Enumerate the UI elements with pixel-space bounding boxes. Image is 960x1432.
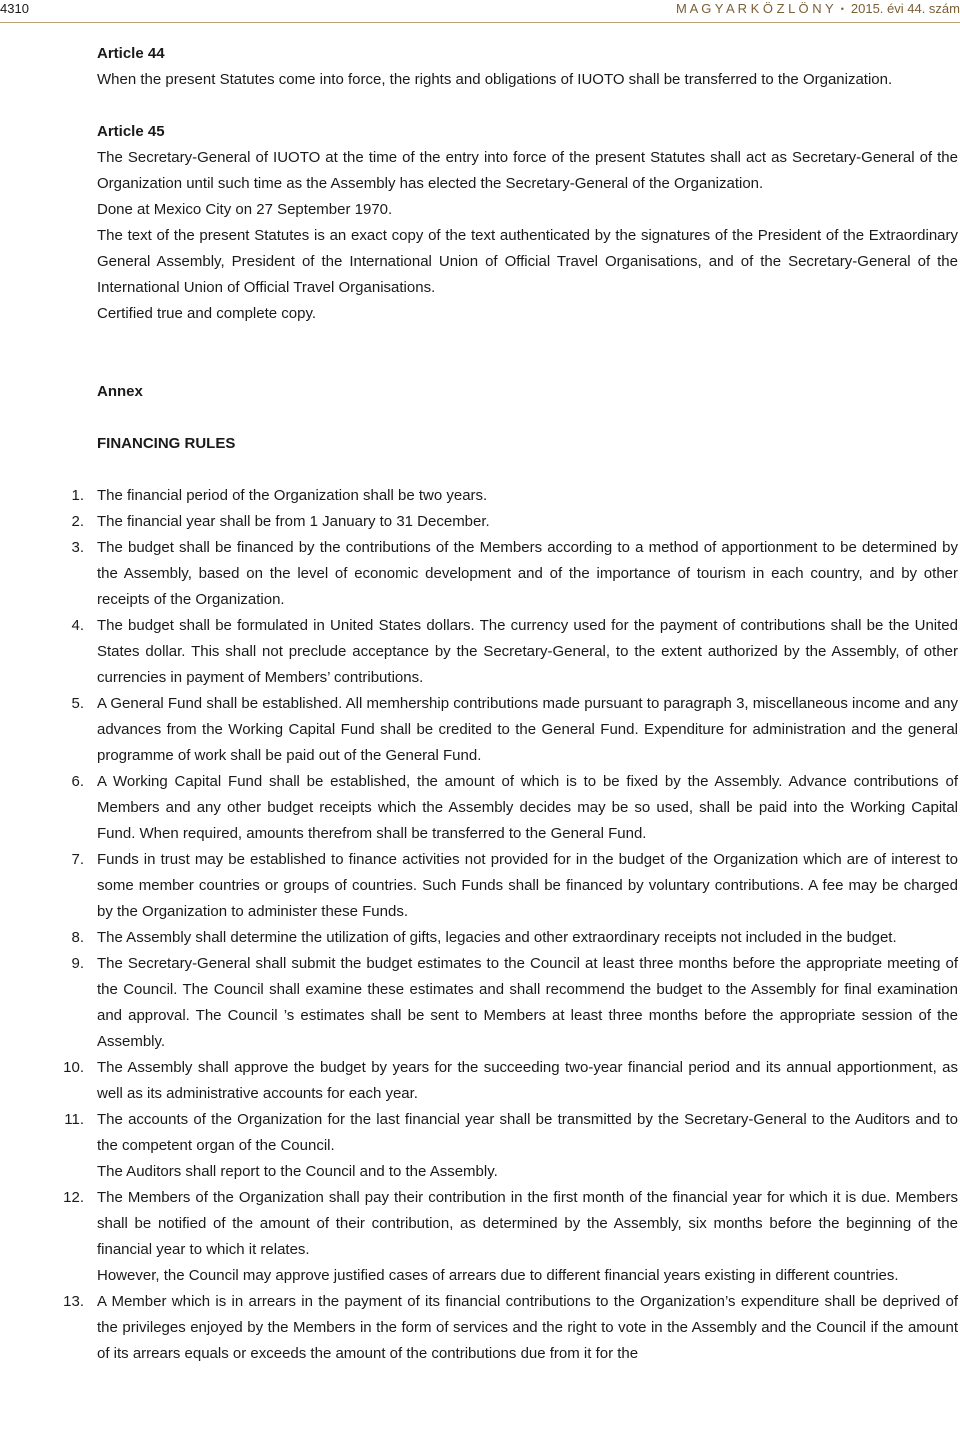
- article-45-heading: Article 45: [97, 123, 165, 140]
- publication-name: M A G Y A R K Ö Z L Ö N Y: [675, 1, 834, 16]
- header-rule: [0, 22, 960, 23]
- issue-label: 2015. évi 44. szám: [850, 1, 960, 16]
- header-separator: •: [840, 4, 844, 14]
- rule-text: However, the Council may approve justified cases of arrears due to different financial years existing in different countries.: [97, 1267, 899, 1284]
- rule-number: 2.: [71, 513, 84, 530]
- rule-number: 10.: [63, 1059, 84, 1076]
- rule-text: A Member which is in arrears in the payment of its financial contributions to the Organization’s expenditure shall be deprived of the privileges enjoyed by the Members in the form of services and the right to vote in the Assembly and the Council if the amount of its arrears equals or exceeds the amount of the contributions due from it for the: [97, 1293, 958, 1362]
- rule-number: 11.: [64, 1111, 84, 1128]
- rule-number: 12.: [63, 1189, 84, 1206]
- rule-text: The Auditors shall report to the Council and to the Assembly.: [97, 1163, 498, 1180]
- rule-item: [71, 483, 958, 509]
- rule-text: The accounts of the Organization for the last financial year shall be transmitted by the Secretary-General to the Auditors and to the competent organ of the Council.: [97, 1111, 958, 1154]
- rule-text: Funds in trust may be established to finance activities not provided for in the budget of the Organization which are of interest to some member countries or groups of countries. Such Funds shall be financed by voluntary contributions. A fee may be charged by the Organization to administer these Funds.: [97, 851, 958, 920]
- rule-item: [71, 847, 958, 925]
- rule-text: The Assembly shall determine the utilization of gifts, legacies and other extraordinary receipts not included in the budget.: [97, 929, 897, 946]
- rule-number: 4.: [71, 617, 84, 634]
- rule-item: [71, 691, 958, 769]
- article-44-heading: Article 44: [97, 45, 165, 62]
- rule-text: The budget shall be formulated in United States dollars. The currency used for the payment of contributions shall be the United States dollar. This shall not preclude acceptance by the Secretary-General, to the extent authorized by the Assembly, of other currencies in payment of Members’ contributions.: [97, 617, 958, 686]
- rule-text: The financial period of the Organization shall be two years.: [97, 487, 488, 504]
- rule-text: The budget shall be financed by the contributions of the Members according to a method of apportionment to be determined by the Assembly, based on the level of economic development and of the importance of tourism in each country, and by other receipts of the Organization.: [97, 539, 958, 608]
- certified-copy-line: Certified true and complete copy.: [97, 305, 317, 322]
- financing-rules-list: [63, 483, 958, 1367]
- section-spacer: [97, 93, 958, 119]
- rule-item: [71, 535, 958, 613]
- page-header: [0, 0, 960, 24]
- rule-number: 7.: [71, 851, 84, 868]
- rule-item: [63, 1289, 958, 1367]
- rule-item: [71, 951, 958, 1055]
- rule-item: [71, 769, 958, 847]
- rule-number: 6.: [71, 773, 84, 790]
- authentication-paragraph: The text of the present Statutes is an exact copy of the text authenticated by the signatures of the President of the Extraordinary General Assembly, President of the International Union of Official Travel Organisations, and of the Secretary-General of the International Union of Official Travel Organisations.: [97, 227, 958, 296]
- rule-text: A Working Capital Fund shall be established, the amount of which is to be fixed by the Assembly. Advance contributions of Members and any other budget receipts which the Assembly decides may be so used, shall be paid into the Working Capital Fund. When required, amounts therefrom shall be transferred to the General Fund.: [97, 773, 958, 842]
- rule-text: The Assembly shall approve the budget by years for the succeeding two-year financial period and its annual apportionment, as well as its administrative accounts for each year.: [97, 1059, 958, 1102]
- annex-title: Annex: [97, 383, 143, 400]
- article-45: [97, 119, 958, 327]
- rule-item: [63, 1055, 958, 1107]
- page-number: 4310: [0, 1, 29, 16]
- article-44-text: When the present Statutes come into force, the rights and obligations of IUOTO shall be transferred to the Organization.: [97, 71, 893, 88]
- rule-item: [64, 1107, 958, 1185]
- rule-number: 1.: [71, 487, 84, 504]
- rule-item: [71, 925, 958, 951]
- rule-number: 3.: [71, 539, 84, 556]
- rule-item: [71, 509, 958, 535]
- rule-text: The financial year shall be from 1 January to 31 December.: [97, 513, 490, 530]
- rule-text: A General Fund shall be established. All memhership contributions made pursuant to paragraph 3, miscellaneous income and any advances from the Working Capital Fund shall be credited to the General Fund. Expenditure for administration and the general programme of work shall be paid out of the General Fund.: [97, 695, 958, 764]
- rule-number: 5.: [71, 695, 84, 712]
- rule-item: [71, 613, 958, 691]
- rule-item: [63, 1185, 958, 1289]
- article-45-paragraph: The Secretary-General of IUOTO at the time of the entry into force of the present Statutes shall act as Secretary-General of the Organization until such time as the Assembly has elected the Secretary-General of the Organization.: [97, 149, 958, 192]
- document-body: [63, 41, 958, 1367]
- rule-number: 9.: [71, 955, 84, 972]
- rule-text: The Members of the Organization shall pay their contribution in the first month of the financial year for which it is due. Members shall be notified of the amount of their contribution, as determined by the Assembly, six months before the beginning of the financial year to which it relates.: [97, 1189, 958, 1258]
- rule-number: 13.: [63, 1293, 84, 1310]
- article-44: [97, 41, 958, 93]
- rule-text: The Secretary-General shall submit the budget estimates to the Council at least three months before the appropriate meeting of the Council. The Council shall examine these estimates and shall recommend the budget to the Assembly for final examination and approval. The Council ’s estimates shall be sent to Members at least three months before the appropriate session of the Assembly.: [97, 955, 958, 1050]
- done-at-line: Done at Mexico City on 27 September 1970.: [97, 201, 393, 218]
- rule-number: 8.: [71, 929, 84, 946]
- running-header: [676, 1, 960, 18]
- financing-rules-title: FINANCING RULES: [97, 435, 236, 452]
